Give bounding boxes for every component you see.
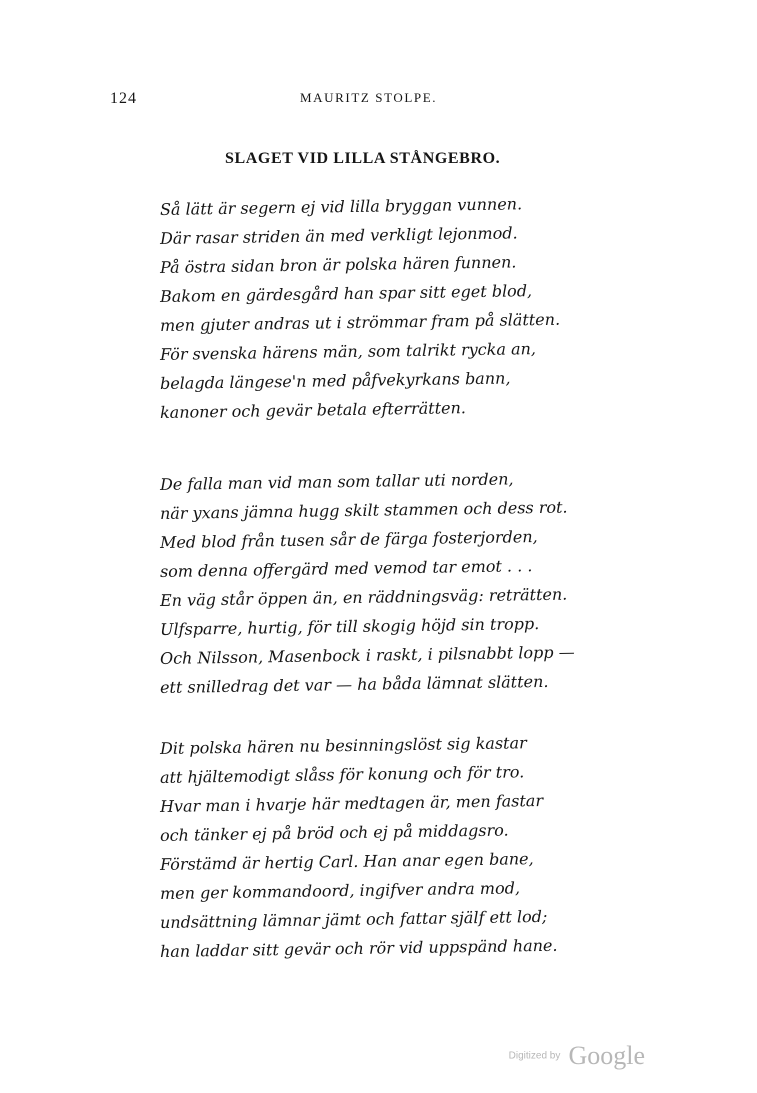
verse-line: Med blod från tusen sår de färga fosterjorden, bbox=[159, 527, 538, 552]
digitized-watermark bbox=[509, 1041, 645, 1071]
verse-line: Ulfsparre, hurtig, för till skogig höjd sin tropp. bbox=[159, 614, 540, 639]
verse-line: En väg står öppen än, en räddningsväg: reträtten. bbox=[159, 584, 568, 610]
verse-line: men gjuter andras ut i strömmar fram på slätten. bbox=[159, 309, 561, 335]
verse-line: Så lätt är segern ej vid lilla bryggan vunnen. bbox=[159, 194, 523, 219]
stanza-3 bbox=[160, 734, 680, 966]
verse-line: ett snilledrag det var — ha båda lämnat slätten. bbox=[159, 671, 549, 697]
page-number: 124 bbox=[110, 90, 137, 107]
stanza-2 bbox=[160, 470, 680, 702]
verse-line: Bakom en gärdesgård han spar sitt eget blod, bbox=[159, 281, 533, 306]
verse-line: när yxans jämna hugg skilt stammen och dess rot. bbox=[159, 497, 568, 523]
verse-line: Där rasar striden än med verkligt lejonmod. bbox=[159, 223, 518, 248]
verse-line: att hjältemodigt slåss för konung och för tro. bbox=[159, 762, 525, 787]
verse-line: Och Nilsson, Masenbock i raskt, i pilsnabbt lopp — bbox=[159, 642, 575, 668]
verse-line: kanoner och gevär betala efterrätten. bbox=[159, 398, 467, 422]
verse-line: De falla man vid man som tallar uti norden, bbox=[159, 469, 514, 494]
verse-line: Dit polska hären nu besinningslöst sig kastar bbox=[159, 733, 527, 758]
verse-line: och tänker ej på bröd och ej på middagsro. bbox=[159, 820, 509, 845]
verse-line: På östra sidan bron är polska hären funnen. bbox=[159, 252, 517, 277]
stanza-1 bbox=[160, 195, 680, 427]
verse-line: belagda längese'n med påfvekyrkans bann, bbox=[159, 368, 511, 393]
verse-line: Hvar man i hvarje här medtagen är, men fastar bbox=[159, 790, 544, 816]
verse-line: För svenska härens män, som talrikt rycka an, bbox=[159, 339, 537, 364]
verse-line: Förstämd är hertig Carl. Han anar egen bane, bbox=[159, 849, 534, 874]
poem-title: SLAGET VID LILLA STÅNGEBRO. bbox=[225, 150, 501, 167]
running-head: MAURITZ STOLPE. bbox=[300, 90, 438, 105]
google-logo: Google bbox=[568, 1041, 645, 1070]
watermark-prefix: Digitized by bbox=[508, 1050, 561, 1062]
verse-line: han laddar sitt gevär och rör vid uppspänd hane. bbox=[159, 935, 558, 961]
verse-line: men ger kommandoord, ingifver andra mod, bbox=[159, 878, 521, 903]
verse-line: undsättning lämnar jämt och fattar själf ett lod; bbox=[159, 906, 548, 932]
verse-line: som denna offergärd med vemod tar emot . . . bbox=[159, 556, 533, 581]
